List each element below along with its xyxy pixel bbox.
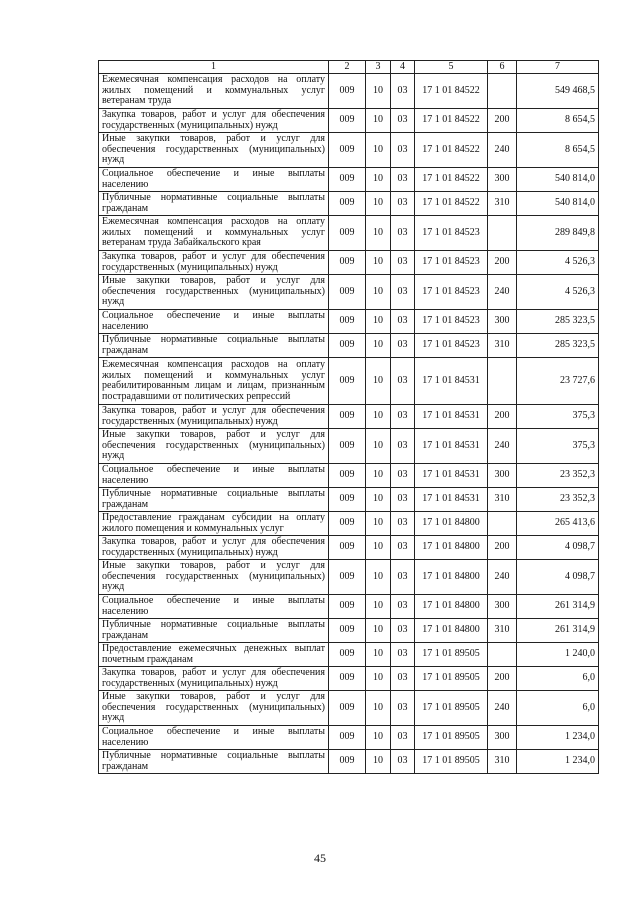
- row-amount: 549 468,5: [517, 74, 599, 109]
- row-code-subsection: 03: [391, 334, 415, 358]
- table-row: [99, 168, 599, 192]
- row-name: Социальное обеспечение и иные выплаты населению: [99, 726, 329, 750]
- table-row: [99, 536, 599, 560]
- row-code-target: 17 1 01 84523: [415, 216, 488, 251]
- row-name: Социальное обеспечение и иные выплаты населению: [99, 595, 329, 619]
- row-code-subsection: 03: [391, 275, 415, 310]
- page-number: 45: [314, 851, 326, 865]
- row-code-ministry: 009: [329, 691, 366, 726]
- row-code-ministry: 009: [329, 667, 366, 691]
- row-name: Социальное обеспечение и иные выплаты населению: [99, 310, 329, 334]
- row-amount: 4 098,7: [517, 560, 599, 595]
- table-row: [99, 334, 599, 358]
- row-code-expense-type: 300: [488, 595, 517, 619]
- row-code-subsection: 03: [391, 726, 415, 750]
- table-row: [99, 109, 599, 133]
- row-code-ministry: 009: [329, 429, 366, 464]
- row-code-target: 17 1 01 84800: [415, 536, 488, 560]
- row-code-ministry: 009: [329, 488, 366, 512]
- row-code-target: 17 1 01 84800: [415, 619, 488, 643]
- row-code-section: 10: [366, 192, 391, 216]
- budget-table: [98, 60, 599, 774]
- row-code-section: 10: [366, 74, 391, 109]
- col-header-2: 2: [329, 61, 366, 74]
- row-code-section: 10: [366, 512, 391, 536]
- table-row: [99, 560, 599, 595]
- row-code-target: 17 1 01 89505: [415, 691, 488, 726]
- row-code-section: 10: [366, 109, 391, 133]
- row-amount: 1 234,0: [517, 750, 599, 774]
- row-name: Ежемесячная компенсация расходов на оплату жилых помещений и коммунальных услуг ветеранам труда Забайкальского края: [99, 216, 329, 251]
- row-code-target: 17 1 01 84800: [415, 595, 488, 619]
- row-code-subsection: 03: [391, 216, 415, 251]
- row-code-subsection: 03: [391, 74, 415, 109]
- row-code-section: 10: [366, 464, 391, 488]
- row-code-ministry: 009: [329, 192, 366, 216]
- row-code-ministry: 009: [329, 251, 366, 275]
- table-row: [99, 667, 599, 691]
- row-code-target: 17 1 01 84522: [415, 74, 488, 109]
- row-name: Иные закупки товаров, работ и услуг для обеспечения государственных (муниципальных) нужд: [99, 133, 329, 168]
- header-row: [99, 61, 599, 74]
- row-code-ministry: 009: [329, 619, 366, 643]
- row-code-target: 17 1 01 84531: [415, 429, 488, 464]
- row-code-section: 10: [366, 488, 391, 512]
- row-code-section: 10: [366, 643, 391, 667]
- row-code-ministry: 009: [329, 310, 366, 334]
- row-code-section: 10: [366, 216, 391, 251]
- row-code-expense-type: 310: [488, 192, 517, 216]
- row-amount: 540 814,0: [517, 168, 599, 192]
- row-code-target: 17 1 01 84523: [415, 334, 488, 358]
- table-row: [99, 310, 599, 334]
- row-code-subsection: 03: [391, 133, 415, 168]
- row-amount: 4 098,7: [517, 536, 599, 560]
- row-name: Ежемесячная компенсация расходов на оплату жилых помещений и коммунальных услуг реабилитированным лицам и лицам, признанным пострадавшими от политических репрессий: [99, 358, 329, 405]
- row-code-section: 10: [366, 536, 391, 560]
- row-code-target: 17 1 01 89505: [415, 750, 488, 774]
- row-code-target: 17 1 01 84523: [415, 275, 488, 310]
- table-row: [99, 192, 599, 216]
- row-code-expense-type: 240: [488, 691, 517, 726]
- row-name: Социальное обеспечение и иные выплаты населению: [99, 168, 329, 192]
- table-row: [99, 643, 599, 667]
- row-amount: 375,3: [517, 405, 599, 429]
- row-name: Публичные нормативные социальные выплаты гражданам: [99, 619, 329, 643]
- row-code-expense-type: 300: [488, 168, 517, 192]
- row-amount: 23 352,3: [517, 464, 599, 488]
- row-amount: 1 234,0: [517, 726, 599, 750]
- row-amount: 4 526,3: [517, 251, 599, 275]
- row-code-target: 17 1 01 84800: [415, 512, 488, 536]
- row-amount: 6,0: [517, 691, 599, 726]
- row-name: Закупка товаров, работ и услуг для обеспечения государственных (муниципальных) нужд: [99, 536, 329, 560]
- row-code-ministry: 009: [329, 536, 366, 560]
- row-code-section: 10: [366, 133, 391, 168]
- row-name: Иные закупки товаров, работ и услуг для обеспечения государственных (муниципальных) нужд: [99, 429, 329, 464]
- row-code-subsection: 03: [391, 619, 415, 643]
- row-code-subsection: 03: [391, 464, 415, 488]
- row-name: Социальное обеспечение и иные выплаты населению: [99, 464, 329, 488]
- row-code-target: 17 1 01 84522: [415, 133, 488, 168]
- row-code-subsection: 03: [391, 750, 415, 774]
- row-name: Публичные нормативные социальные выплаты гражданам: [99, 192, 329, 216]
- row-name: Закупка товаров, работ и услуг для обеспечения государственных (муниципальных) нужд: [99, 109, 329, 133]
- row-code-expense-type: [488, 74, 517, 109]
- row-code-section: 10: [366, 334, 391, 358]
- row-code-target: 17 1 01 84800: [415, 560, 488, 595]
- row-code-ministry: 009: [329, 405, 366, 429]
- row-code-target: 17 1 01 84531: [415, 464, 488, 488]
- row-code-subsection: 03: [391, 488, 415, 512]
- row-code-subsection: 03: [391, 560, 415, 595]
- row-code-expense-type: 300: [488, 310, 517, 334]
- table-row: [99, 74, 599, 109]
- col-header-1: 1: [99, 61, 329, 74]
- table-row: [99, 750, 599, 774]
- row-amount: 265 413,6: [517, 512, 599, 536]
- row-code-target: 17 1 01 89505: [415, 643, 488, 667]
- row-code-section: 10: [366, 310, 391, 334]
- table-row: [99, 464, 599, 488]
- row-code-subsection: 03: [391, 429, 415, 464]
- row-code-subsection: 03: [391, 251, 415, 275]
- table-row: [99, 251, 599, 275]
- row-amount: 6,0: [517, 667, 599, 691]
- row-code-expense-type: [488, 216, 517, 251]
- row-code-ministry: 009: [329, 168, 366, 192]
- row-code-subsection: 03: [391, 109, 415, 133]
- row-code-ministry: 009: [329, 74, 366, 109]
- table-row: [99, 429, 599, 464]
- row-amount: 540 814,0: [517, 192, 599, 216]
- row-code-subsection: 03: [391, 667, 415, 691]
- row-code-ministry: 009: [329, 109, 366, 133]
- table-row: [99, 358, 599, 405]
- row-name: Публичные нормативные социальные выплаты гражданам: [99, 750, 329, 774]
- row-code-target: 17 1 01 84523: [415, 310, 488, 334]
- row-code-section: 10: [366, 168, 391, 192]
- row-code-expense-type: 240: [488, 275, 517, 310]
- row-code-ministry: 009: [329, 216, 366, 251]
- row-code-target: 17 1 01 84531: [415, 488, 488, 512]
- row-name: Предоставление ежемесячных денежных выплат почетным гражданам: [99, 643, 329, 667]
- row-code-section: 10: [366, 251, 391, 275]
- row-code-section: 10: [366, 726, 391, 750]
- row-name: Иные закупки товаров, работ и услуг для обеспечения государственных (муниципальных) нужд: [99, 275, 329, 310]
- row-code-target: 17 1 01 84522: [415, 192, 488, 216]
- row-code-ministry: 009: [329, 512, 366, 536]
- row-code-section: 10: [366, 405, 391, 429]
- table-row: [99, 133, 599, 168]
- row-name: Ежемесячная компенсация расходов на оплату жилых помещений и коммунальных услуг ветеранам труда: [99, 74, 329, 109]
- row-code-section: 10: [366, 429, 391, 464]
- row-code-ministry: 009: [329, 595, 366, 619]
- row-code-expense-type: 310: [488, 750, 517, 774]
- row-code-ministry: 009: [329, 643, 366, 667]
- row-code-target: 17 1 01 84531: [415, 358, 488, 405]
- row-code-expense-type: 200: [488, 536, 517, 560]
- table-row: [99, 691, 599, 726]
- row-amount: 261 314,9: [517, 595, 599, 619]
- row-code-target: 17 1 01 89505: [415, 726, 488, 750]
- row-code-expense-type: 310: [488, 619, 517, 643]
- row-code-expense-type: 240: [488, 429, 517, 464]
- row-code-ministry: 009: [329, 275, 366, 310]
- row-amount: 8 654,5: [517, 133, 599, 168]
- row-code-ministry: 009: [329, 750, 366, 774]
- row-code-expense-type: 240: [488, 560, 517, 595]
- row-amount: 4 526,3: [517, 275, 599, 310]
- row-code-expense-type: 200: [488, 667, 517, 691]
- table-row: [99, 595, 599, 619]
- row-code-subsection: 03: [391, 405, 415, 429]
- row-code-ministry: 009: [329, 726, 366, 750]
- table-row: [99, 619, 599, 643]
- row-code-expense-type: [488, 358, 517, 405]
- row-code-subsection: 03: [391, 512, 415, 536]
- row-code-expense-type: 310: [488, 334, 517, 358]
- col-header-3: 3: [366, 61, 391, 74]
- row-amount: 289 849,8: [517, 216, 599, 251]
- row-name: Закупка товаров, работ и услуг для обеспечения государственных (муниципальных) нужд: [99, 667, 329, 691]
- row-code-target: 17 1 01 84522: [415, 109, 488, 133]
- row-name: Иные закупки товаров, работ и услуг для обеспечения государственных (муниципальных) нужд: [99, 691, 329, 726]
- table-row: [99, 726, 599, 750]
- row-code-target: 17 1 01 84522: [415, 168, 488, 192]
- row-code-expense-type: [488, 512, 517, 536]
- row-code-expense-type: 200: [488, 405, 517, 429]
- row-code-subsection: 03: [391, 643, 415, 667]
- row-code-target: 17 1 01 84523: [415, 251, 488, 275]
- col-header-5: 5: [415, 61, 488, 74]
- row-amount: 23 352,3: [517, 488, 599, 512]
- row-amount: 1 240,0: [517, 643, 599, 667]
- row-amount: 261 314,9: [517, 619, 599, 643]
- row-code-subsection: 03: [391, 168, 415, 192]
- row-name: Закупка товаров, работ и услуг для обеспечения государственных (муниципальных) нужд: [99, 251, 329, 275]
- row-code-target: 17 1 01 84531: [415, 405, 488, 429]
- row-code-subsection: 03: [391, 536, 415, 560]
- row-code-section: 10: [366, 750, 391, 774]
- col-header-7: 7: [517, 61, 599, 74]
- row-code-subsection: 03: [391, 192, 415, 216]
- row-amount: 8 654,5: [517, 109, 599, 133]
- row-amount: 285 323,5: [517, 334, 599, 358]
- row-code-section: 10: [366, 358, 391, 405]
- row-code-section: 10: [366, 275, 391, 310]
- table-row: [99, 216, 599, 251]
- table-row: [99, 488, 599, 512]
- row-code-target: 17 1 01 89505: [415, 667, 488, 691]
- row-amount: 375,3: [517, 429, 599, 464]
- row-code-section: 10: [366, 691, 391, 726]
- row-code-section: 10: [366, 619, 391, 643]
- row-amount: 23 727,6: [517, 358, 599, 405]
- row-code-ministry: 009: [329, 133, 366, 168]
- row-code-ministry: 009: [329, 334, 366, 358]
- row-name: Иные закупки товаров, работ и услуг для обеспечения государственных (муниципальных) нужд: [99, 560, 329, 595]
- row-code-expense-type: [488, 643, 517, 667]
- row-name: Предоставление гражданам субсидии на оплату жилого помещения и коммунальных услуг: [99, 512, 329, 536]
- row-amount: 285 323,5: [517, 310, 599, 334]
- table-row: [99, 405, 599, 429]
- row-code-section: 10: [366, 667, 391, 691]
- row-code-section: 10: [366, 560, 391, 595]
- row-name: Публичные нормативные социальные выплаты гражданам: [99, 488, 329, 512]
- row-code-section: 10: [366, 595, 391, 619]
- row-name: Закупка товаров, работ и услуг для обеспечения государственных (муниципальных) нужд: [99, 405, 329, 429]
- table-row: [99, 512, 599, 536]
- row-code-subsection: 03: [391, 358, 415, 405]
- row-code-expense-type: 300: [488, 464, 517, 488]
- row-code-subsection: 03: [391, 595, 415, 619]
- row-code-expense-type: 300: [488, 726, 517, 750]
- row-code-ministry: 009: [329, 464, 366, 488]
- row-code-ministry: 009: [329, 560, 366, 595]
- row-code-expense-type: 240: [488, 133, 517, 168]
- row-name: Публичные нормативные социальные выплаты гражданам: [99, 334, 329, 358]
- table-row: [99, 275, 599, 310]
- col-header-6: 6: [488, 61, 517, 74]
- row-code-subsection: 03: [391, 310, 415, 334]
- row-code-expense-type: 200: [488, 251, 517, 275]
- row-code-ministry: 009: [329, 358, 366, 405]
- row-code-subsection: 03: [391, 691, 415, 726]
- row-code-expense-type: 200: [488, 109, 517, 133]
- col-header-4: 4: [391, 61, 415, 74]
- row-code-expense-type: 310: [488, 488, 517, 512]
